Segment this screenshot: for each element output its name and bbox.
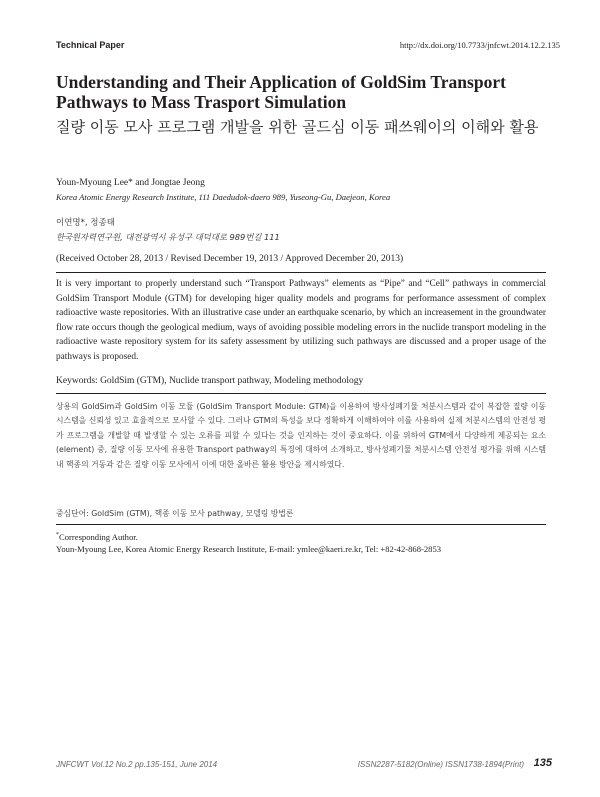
affiliation-english: Korea Atomic Energy Research Institute, 111 Daedudok-daero 989, Yuseong-Gu, Daejeon, Korea	[56, 192, 391, 202]
correspondence-section	[56, 524, 546, 555]
corresponding-author-label: *Corresponding Author.	[56, 531, 138, 542]
journal-citation: JNFCWT Vol.12 No.2 pp.135-151, June 2014	[56, 760, 218, 769]
paper-title-korean: 질량 이동 모사 프로그램 개발을 위한 골드심 이동 패쓰웨이의 이해와 활용	[56, 118, 539, 136]
corresponding-author-details: Youn-Myoung Lee, Korea Atomic Energy Research Institute, E-mail: ymlee@kaeri.re.kr, Tel: +82-42-868-2853	[56, 543, 442, 554]
keywords-korean: 중심단어: GoldSim (GTM), 핵종 이동 모사 pathway, 모델링 방법론	[56, 509, 294, 518]
authors-english: Youn-Myoung Lee* and Jongtae Jeong	[56, 178, 205, 188]
authors-korean: 이연명*, 정종태	[56, 218, 115, 228]
page-number: 135	[533, 757, 552, 769]
keywords-english: Keywords: GoldSim (GTM), Nuclide transport pathway, Modeling methodology	[56, 376, 364, 386]
submission-dates: (Received October 28, 2013 / Revised December 19, 2013 / Approved December 20, 2013)	[56, 254, 404, 264]
issn-info: ISSN2287-5182(Online) ISSN1738-1894(Print)	[357, 760, 524, 769]
doi-link[interactable]: http://dx.doi.org/10.7733/jnfcwt.2014.12.2.135	[399, 40, 560, 50]
abstract-korean: 상용의 GoldSim과 GoldSim 이동 모듈 (GoldSim Transport Module: GTM)을 이용하여 방사성폐기물 처분시스템과 같이 복잡한 질량 이동 시스템을 신뢰성 있고 효율적으로 모사할 수 있다. 그러나 GTM의 특성을 보다 정확하게 이해하여야 이를 사용하여 실제 처분시스템의 안전성 평가 프로그램을 개발할 때 발생할 수 있는 오류를 피할 수 있다는 것을 인지하는 것이 중요하다. 이를 위하여 GTM에서 다양하게 제공되는 요소 (element) 중, 질량 이동 모사에 유용한 Transport pathway의 특징에 대하여 소개하고, 방사성폐기물 처분시스템 안전성 평가를 위해 시스템 내 핵종의 거동과 같은 질량 이동 모사에서 이에 대한 올바른 활용 방안을 제시하였다.	[56, 402, 546, 469]
paper-title-english: Understanding and Their Application of GoldSim Transport Pathways to Mass Trasport Simulation	[56, 72, 506, 112]
abstract-english-section	[56, 272, 546, 365]
corresponding-author-text: Corresponding Author.	[59, 531, 138, 542]
abstract-english: It is very important to properly understand such “Transport Pathways” elements as “Pipe” and “Cell” pathways in commercial GoldSim Transport Module (GTM) for developing higer quality models and programs for performance assessment of complex radioactive waste repositories. With an illustrative case under an earthquake scenario, by which an increasement in the groundwater flow rate occurs though the geological medium, ways of avoiding possible modeling errors in the nuclide transport modeling in the radioactive waste repository system for its safety assessment by utilizing such pathways are discussed and a proper usage of the pathways is proposed.	[56, 279, 546, 362]
abstract-korean-section	[56, 393, 546, 472]
section-label: Technical Paper	[56, 40, 125, 50]
affiliation-korean: 한국원자력연구원, 대전광역시 유성구 대덕대로 989번길 111	[56, 232, 280, 242]
